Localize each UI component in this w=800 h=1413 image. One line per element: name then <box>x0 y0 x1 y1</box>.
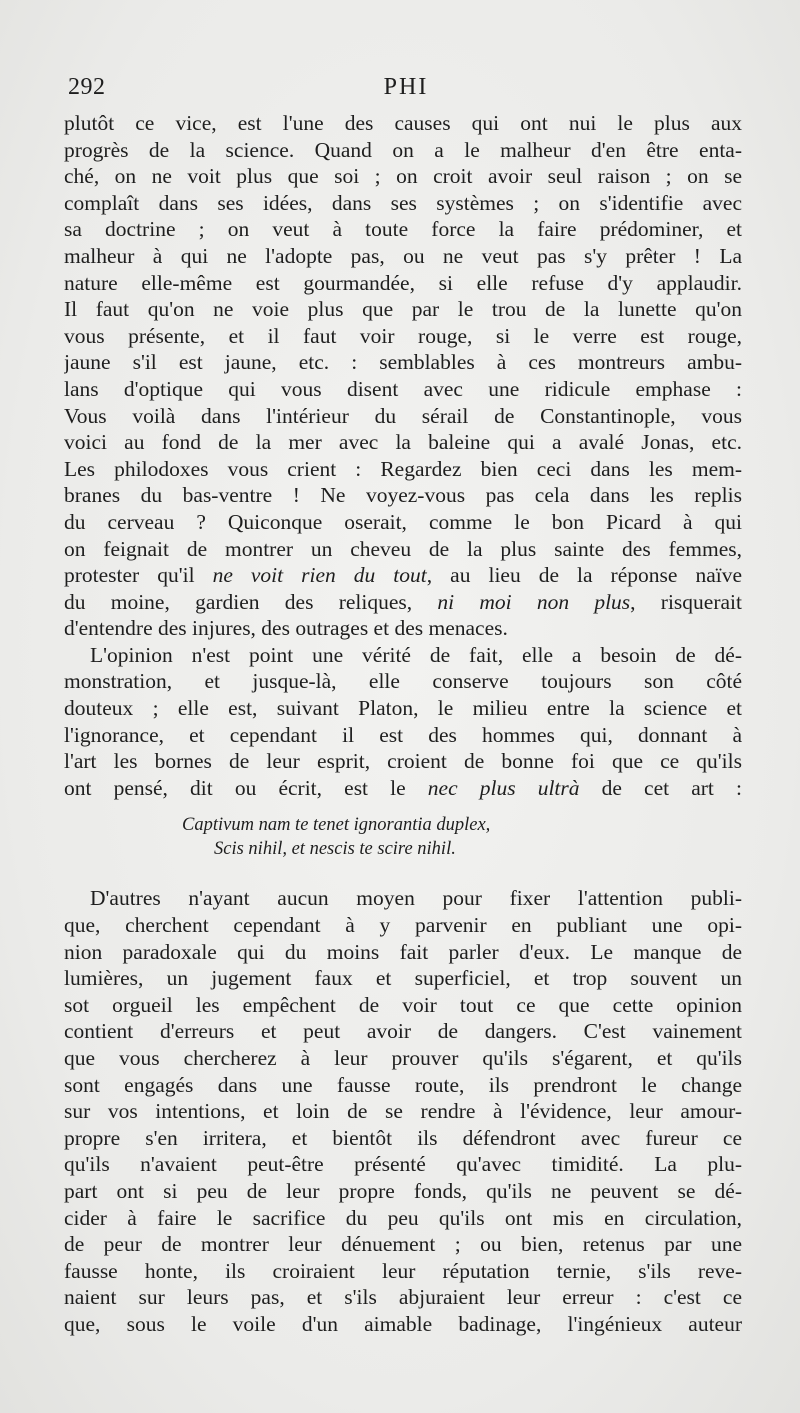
quotation-line: Captivum nam te tenet ignorantia duplex, <box>182 815 491 836</box>
text-line: jaune s'il est jaune, etc. : semblables à ces montreurs ambu- <box>64 350 742 375</box>
text-line: complaît dans ses idées, dans ses systèmes ; on s'identifie avec <box>64 190 742 215</box>
text-line: du cerveau ? Quiconque oserait, comme le bon Picard à qui <box>64 509 742 534</box>
text-line: cider à faire le sacrifice du peu qu'ils ont mis en circulation, <box>64 1205 742 1230</box>
page-header <box>68 74 744 104</box>
italic-phrase: nec plus ultrà <box>427 775 580 800</box>
body-text <box>64 110 742 1338</box>
text-line <box>64 562 742 589</box>
running-head: PHI <box>383 74 429 100</box>
text-line: part ont si peu de leur propre fonds, qu'ils ne peuvent se dé- <box>64 1178 742 1203</box>
text-line <box>64 775 742 802</box>
text-line: branes du bas-ventre ! Ne voyez-vous pas cela dans les replis <box>64 483 742 508</box>
text-line: l'art les bornes de leur esprit, croient de bonne foi que ce qu'ils <box>64 749 742 774</box>
text-line: fausse honte, ils croiraient leur réputation ternie, s'ils reve- <box>64 1258 742 1283</box>
text-line <box>64 589 742 616</box>
text-line: sont engagés dans une fausse route, ils prendront le change <box>64 1072 742 1097</box>
italic-phrase: ne voit rien du tout <box>212 563 427 588</box>
text-line: nature elle-même est gourmandée, si elle refuse d'y applaudir. <box>64 270 742 295</box>
text-line: l'ignorance, et cependant il est des hommes qui, donnant à <box>64 722 742 747</box>
text-line: sur vos intentions, et loin de se rendre à l'évidence, leur amour- <box>64 1099 742 1124</box>
text-line: que vous chercherez à leur prouver qu'ils s'égarent, et qu'ils <box>64 1046 742 1070</box>
text-line: monstration, et jusque-là, elle conserve toujours son côté <box>64 669 742 694</box>
text-line: vous présente, et il faut voir rouge, si le verre est rouge, <box>64 323 742 348</box>
text-line: malheur à qui ne l'adopte pas, ou ne veut pas s'y prêter ! La <box>64 243 742 268</box>
text-line: qu'ils n'avaient peut-être présenté qu'avec timidité. La plu- <box>64 1152 742 1177</box>
text-line: Les philodoxes vous crient : Regardez bien ceci dans les mem- <box>64 456 742 481</box>
text-line: lans d'optique qui vous disent avec une ridicule emphase : <box>64 376 742 401</box>
page-number: 292 <box>68 74 106 100</box>
text-line: L'opinion n'est point une vérité de fait, elle a besoin de dé- <box>90 642 742 667</box>
text-line: voici au fond de la mer avec la baleine qui a avalé Jonas, etc. <box>64 430 742 455</box>
text-line: naient sur leurs pas, et s'ils abjuraient leur erreur : c'est ce <box>64 1285 742 1310</box>
text-line: Vous voilà dans l'intérieur du sérail de Constantinople, vous <box>64 403 742 428</box>
text-line: douteux ; elle est, suivant Platon, le milieu entre la science et <box>64 696 742 721</box>
text-line: contient d'erreurs et peut avoir de dangers. C'est vainement <box>64 1019 742 1044</box>
text-line: on feignait de montrer un cheveu de la plus sainte des femmes, <box>64 536 742 561</box>
text-line: Il faut qu'on ne voie plus que par le trou de la lunette qu'on <box>64 297 742 322</box>
paragraph-3 <box>64 885 742 1337</box>
quotation-line: Scis nihil, et nescis te scire nihil. <box>214 839 456 860</box>
italic-phrase: ni moi non plus <box>437 589 631 614</box>
text-line: plutôt ce vice, est l'une des causes qui ont nui le plus aux <box>64 111 742 135</box>
paragraph-1 <box>64 110 742 642</box>
text-line: nion paradoxale qui du moins fait parler d'eux. Le manque de <box>64 939 742 964</box>
latin-quotation <box>64 813 742 861</box>
text-line: ché, on ne voit plus que soi ; on croit avoir seul raison ; on se <box>64 164 742 189</box>
text-line: que, sous le voile d'un aimable badinage, l'ingénieux auteur <box>64 1311 742 1336</box>
text-segment: , au lieu de la réponse naïve <box>426 563 742 588</box>
text-line: que, cherchent cependant à y parvenir en publiant une opi- <box>64 913 742 938</box>
text-segment: de cet art : <box>579 775 742 800</box>
text-line: D'autres n'ayant aucun moyen pour fixer l'attention publi- <box>90 886 742 911</box>
text-line: sa doctrine ; on veut à toute force la faire prédominer, et <box>64 217 742 242</box>
text-segment: ont pensé, dit ou écrit, est le <box>64 775 428 800</box>
text-line: progrès de la science. Quand on a le malheur d'en être enta- <box>64 137 742 162</box>
text-line: d'entendre des injures, des outrages et des menaces. <box>64 616 508 641</box>
text-segment: du moine, gardien des reliques, <box>64 589 438 614</box>
text-line: de peur de montrer leur dénuement ; ou bien, retenus par une <box>64 1232 742 1257</box>
paragraph-2 <box>64 642 742 802</box>
text-line: lumières, un jugement faux et superficiel, et trop souvent un <box>64 966 742 991</box>
text-segment: , risquerait <box>630 589 742 614</box>
text-line: sot orgueil les empêchent de voir tout ce que cette opinion <box>64 992 742 1017</box>
text-segment: protester qu'il <box>64 563 213 588</box>
text-line: propre s'en irritera, et bientôt ils défendront avec fureur ce <box>64 1125 742 1150</box>
